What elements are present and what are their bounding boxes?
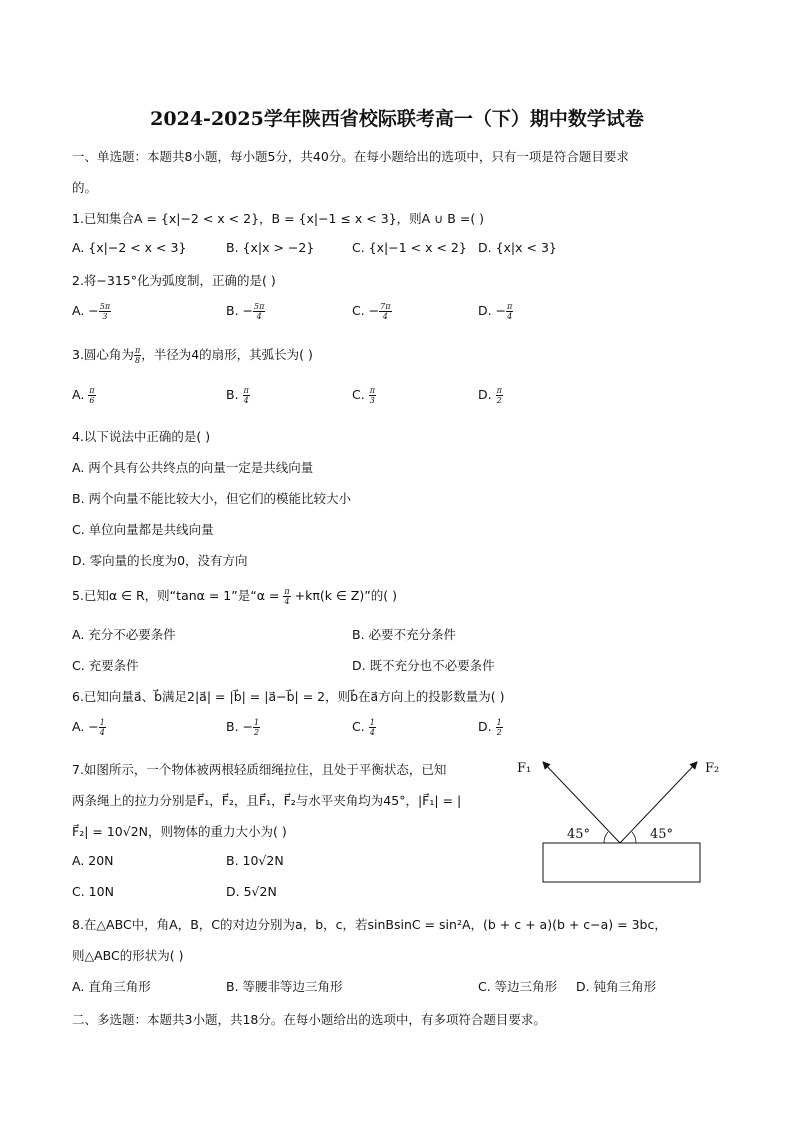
- q5-option-b: B. 必要不充分条件: [352, 627, 457, 642]
- q7-option-c: C. 10N: [72, 884, 114, 899]
- q6-stem: 6.已知向量a⃗、b⃗满足2|a⃗| = |b⃗| = |a⃗−b⃗| = 2，则b⃗在a⃗方向上的投影数量为( ): [72, 689, 505, 704]
- q2-option-b: B. − $\frac{5\pi}{4}$: [226, 302, 265, 321]
- q2-option-d: D. − $\frac{\pi}{4}$: [478, 302, 513, 321]
- object-box: [543, 843, 700, 882]
- q4-option-a: A. 两个具有公共终点的向量一定是共线向量: [72, 460, 314, 475]
- q5-stem: 5.已知α ∈ R，则“tanα = 1”是“α = $\frac{\pi}{4}$ +kπ(k ∈ Z)”的( ): [72, 587, 397, 606]
- q6-option-d: D. $\frac{1}{2}$: [478, 718, 502, 737]
- q3-option-a: A. $\frac{\pi}{6}$: [72, 386, 95, 405]
- q4-option-b: B. 两个向量不能比较大小，但它们的模能比较大小: [72, 491, 352, 506]
- q6-option-b: B. − $\frac{1}{2}$: [226, 718, 260, 737]
- q8-option-c: C. 等边三角形: [478, 979, 558, 994]
- q5-option-a: A. 充分不必要条件: [72, 627, 176, 642]
- angle-arc-left: [604, 832, 608, 843]
- q2-option-a: A. − $\frac{5\pi}{3}$: [72, 302, 111, 321]
- q1-option-a: A. {x|−2 < x < 3}: [72, 240, 187, 255]
- q4-option-c: C. 单位向量都是共线向量: [72, 522, 214, 537]
- q8-option-d: D. 钝角三角形: [576, 979, 657, 994]
- q6-option-a: A. − $\frac{1}{4}$: [72, 718, 105, 737]
- q7-stem-line3: F⃗₂| = 10√2N，则物体的重力大小为( ): [72, 824, 287, 839]
- q1-option-c: C. {x|−1 < x < 2}: [352, 240, 467, 255]
- q5-option-c: C. 充要条件: [72, 658, 139, 673]
- section1-heading-cont: 的。: [72, 180, 98, 195]
- q1-option-b: B. {x|x > −2}: [226, 240, 315, 255]
- label-f2: F₂: [705, 761, 720, 776]
- section2-heading: 二、多选题：本题共3小题，共18分。在每小题给出的选项中，有多项符合题目要求。: [72, 1012, 546, 1027]
- q3-option-b: B. $\frac{\pi}{4}$: [226, 386, 249, 405]
- q4-option-d: D. 零向量的长度为0，没有方向: [72, 553, 248, 568]
- q8-option-a: A. 直角三角形: [72, 979, 151, 994]
- angle-arc-right: [632, 832, 636, 843]
- q3-option-c: C. $\frac{\pi}{3}$: [352, 386, 375, 405]
- q7-force-diagram: [510, 752, 735, 887]
- label-angle-left: 45°: [567, 827, 591, 842]
- q7-stem-line1: 7.如图所示，一个物体被两根轻质细绳拉住，且处于平衡状态，已知: [72, 762, 447, 777]
- q5-option-d: D. 既不充分也不必要条件: [352, 658, 495, 673]
- q1-option-d: D. {x|x < 3}: [478, 240, 557, 255]
- q8-stem-line1: 8.在△ABC中，角A，B，C的对边分别为a，b，c，若sinBsinC = sin²A，(b + c + a)(b + c−a) = 3bc，: [72, 917, 667, 932]
- q4-stem: 4.以下说法中正确的是( ): [72, 429, 211, 444]
- q7-option-b: B. 10√2N: [226, 853, 284, 868]
- q7-stem-line2: 两条绳上的拉力分别是F⃗₁，F⃗₂，且F⃗₁，F⃗₂与水平夹角均为45°，|F⃗₁| = |: [72, 793, 462, 808]
- q6-option-c: C. $\frac{1}{4}$: [352, 718, 375, 737]
- label-angle-right: 45°: [650, 827, 674, 842]
- q8-stem-line2: 则△ABC的形状为( ): [72, 948, 184, 963]
- q2-option-c: C. − $\frac{7\pi}{4}$: [352, 302, 391, 321]
- q7-option-a: A. 20N: [72, 853, 114, 868]
- q1-stem: 1.已知集合A = {x|−2 < x < 2}，B = {x|−1 ≤ x < 3}，则A ∪ B =( ): [72, 211, 485, 226]
- q8-option-b: B. 等腰非等边三角形: [226, 979, 343, 994]
- q3-option-d: D. $\frac{\pi}{2}$: [478, 386, 502, 405]
- q2-stem: 2.将−315°化为弧度制，正确的是( ): [72, 273, 276, 288]
- label-f1: F₁: [517, 761, 532, 776]
- section1-heading: 一、单选题：本题共8小题，每小题5分，共40分。在每小题给出的选项中，只有一项是符合题目要求: [72, 149, 629, 164]
- page-title: 2024-2025学年陕西省校际联考高一（下）期中数学试卷: [150, 108, 644, 130]
- q7-option-d: D. 5√2N: [226, 884, 277, 899]
- q3-stem: 3.圆心角为 $\frac{\pi}{8}$ ，半径为4的扇形，其弧长为( ): [72, 346, 313, 365]
